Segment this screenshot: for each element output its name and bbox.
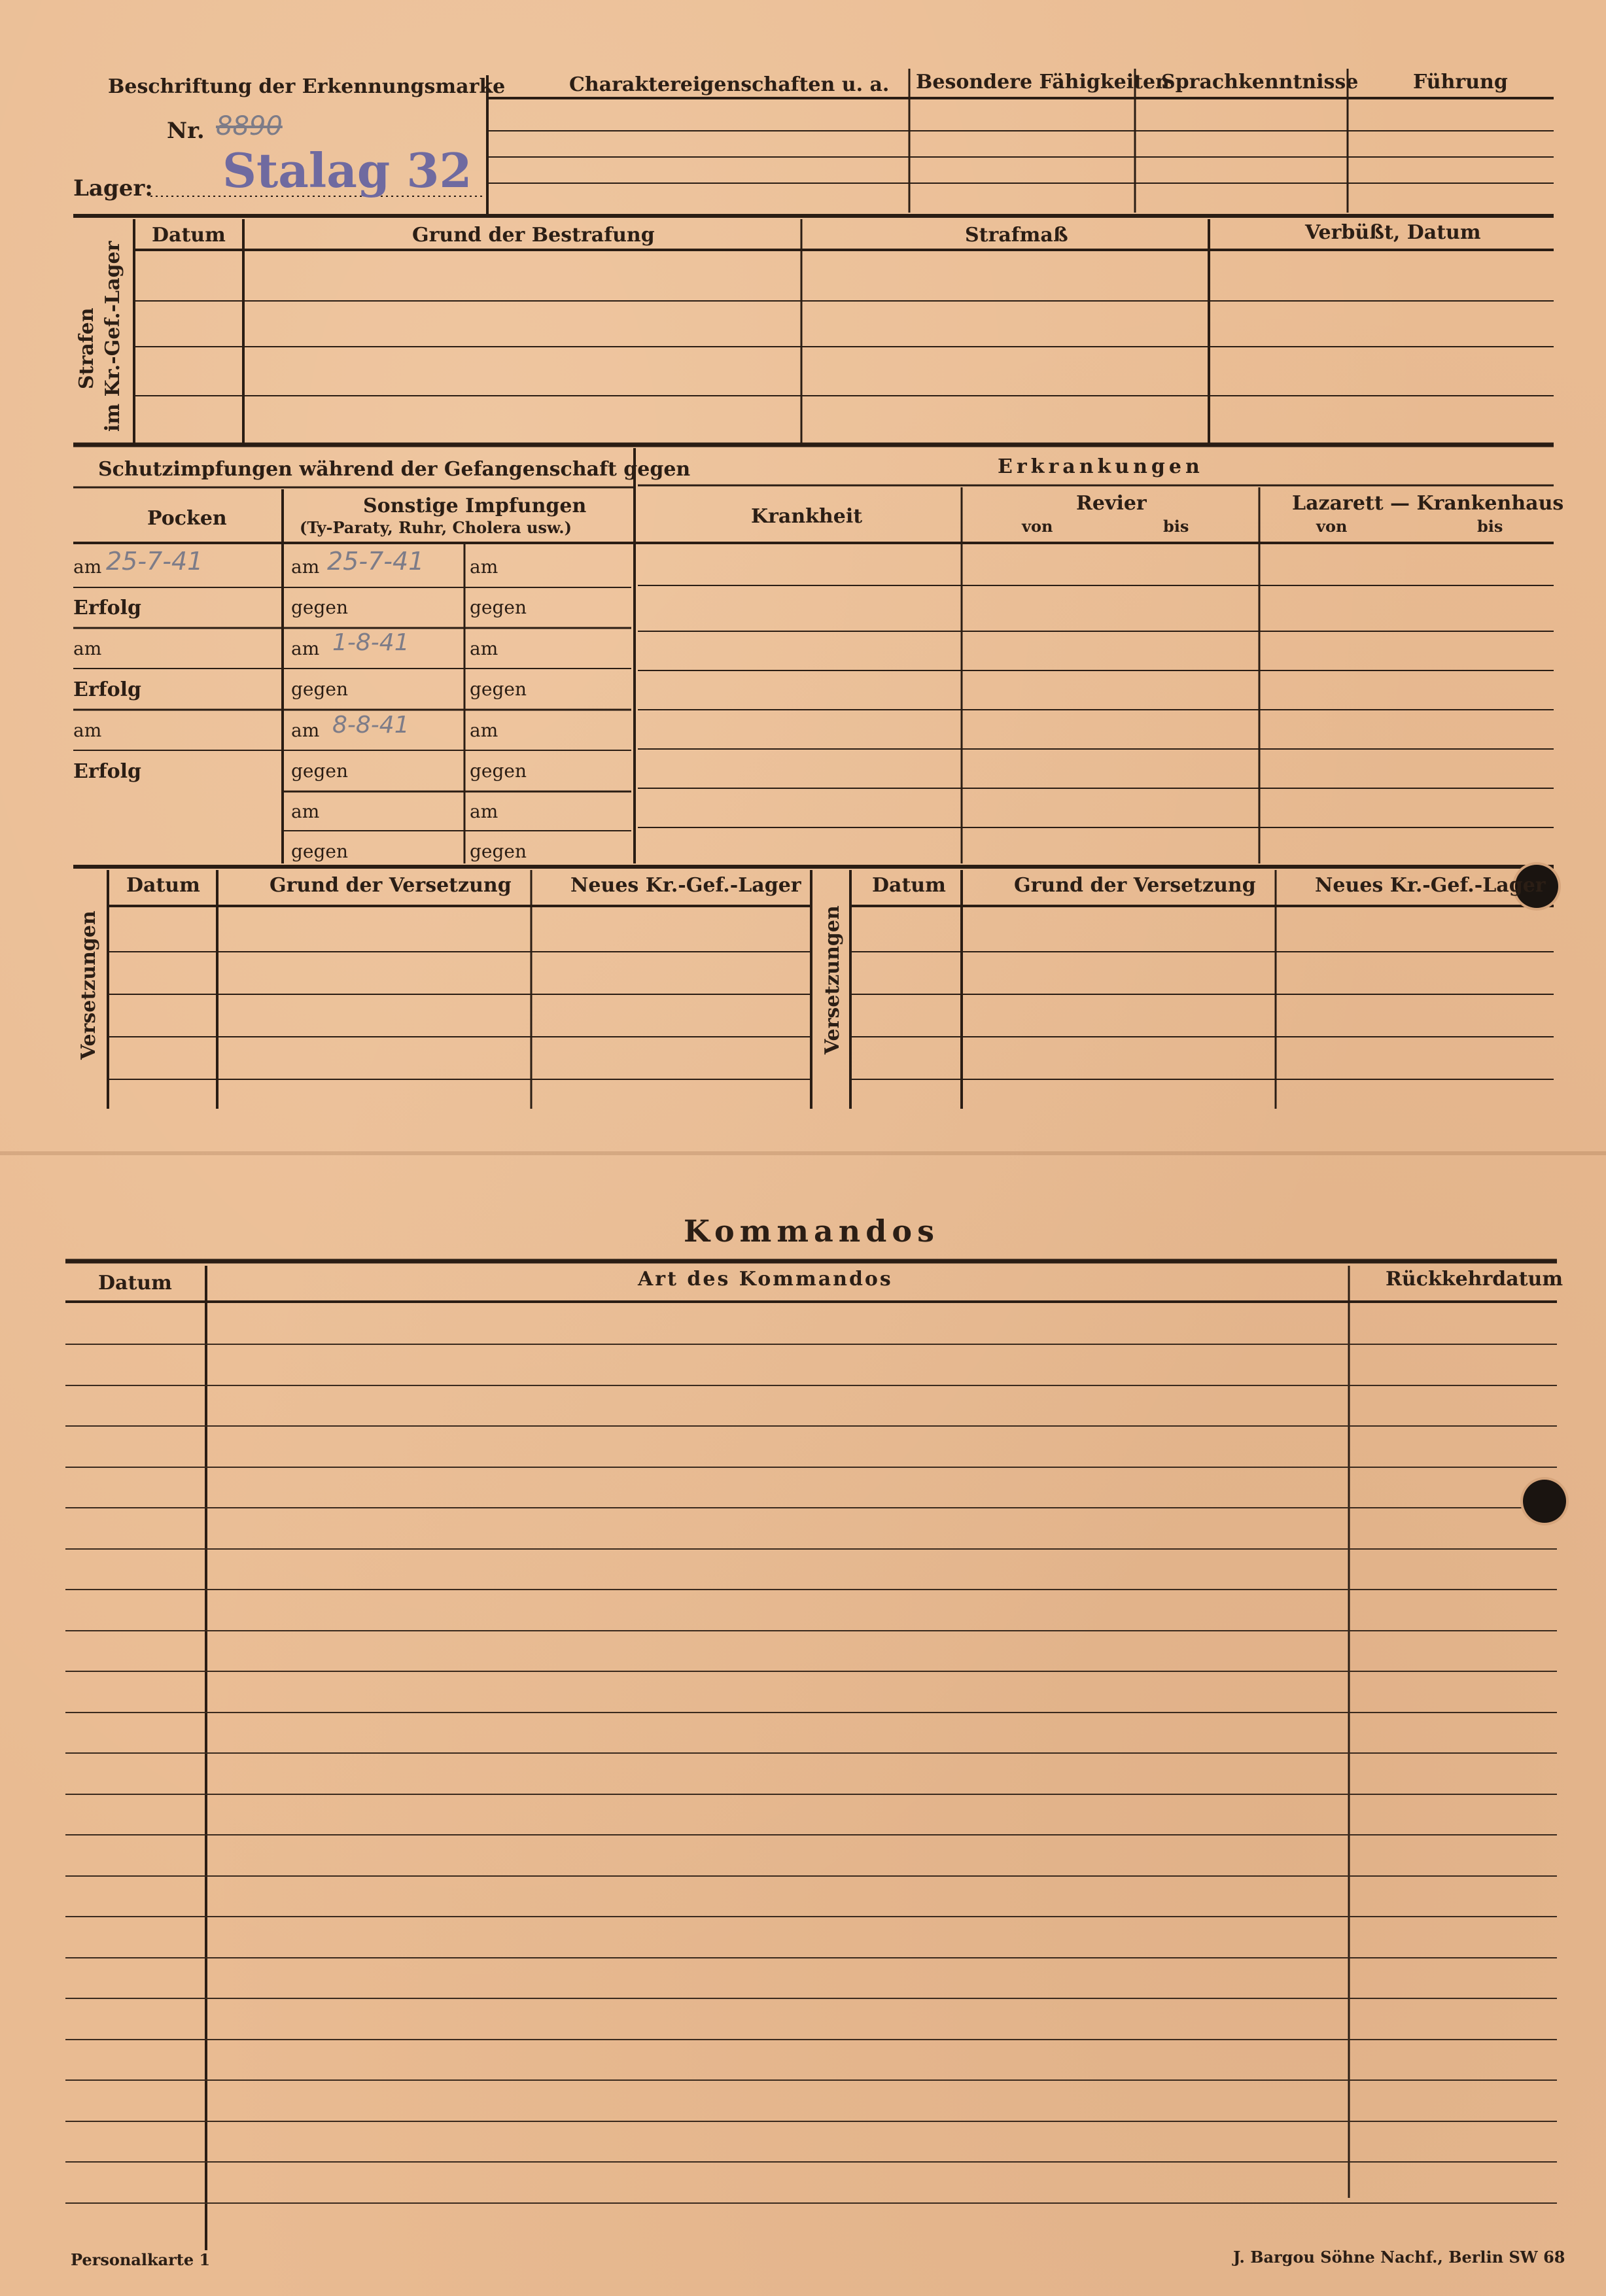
versetzungen-left-header-lager: Neues Kr.-Gef.-Lager <box>570 874 801 897</box>
header-fuehrung: Führung <box>1413 71 1508 94</box>
pocken-am-3: am <box>73 720 102 741</box>
punch-hole-lower <box>1523 1480 1566 1523</box>
sonstige-am-3: am <box>291 720 320 741</box>
lazarett-bis: bis <box>1477 517 1503 536</box>
kommandos-header-datum: Datum <box>98 1272 172 1295</box>
versetzungen-right-header-lager: Neues Kr.-Gef.-Lager <box>1315 874 1546 897</box>
sonstige-am-2: am <box>291 638 320 659</box>
revier-bis: bis <box>1163 517 1189 536</box>
footer-form-number: Personalkarte 1 <box>71 2250 211 2269</box>
sonstige-date-3: 8-8-41 <box>332 712 410 739</box>
erkennungsmarke-heading: Beschriftung der Erkennungsmarke <box>108 75 506 98</box>
sonstige2-am-2: am <box>470 638 498 659</box>
sonstige2-am-4: am <box>470 801 498 822</box>
sonstige2-gegen-1: gegen <box>470 597 527 618</box>
versetzungen-side-label-left: Versetzungen <box>77 911 100 1060</box>
sonstige2-am-1: am <box>470 556 498 578</box>
pocken-erfolg-3: Erfolg <box>73 760 141 783</box>
erkrankungen-heading: Erkrankungen <box>998 455 1204 478</box>
pocken-erfolg-2: Erfolg <box>73 678 141 701</box>
lager-stamp: Stalag 32 <box>222 143 472 198</box>
sonstige2-gegen-3: gegen <box>470 760 527 782</box>
erkrankungen-header-revier: Revier <box>1076 492 1147 515</box>
lazarett-von: von <box>1316 517 1348 536</box>
impf-header-sonstige: Sonstige Impfungen <box>363 495 587 517</box>
sonstige2-gegen-4: gegen <box>470 841 527 862</box>
pocken-am-2: am <box>73 638 102 659</box>
strafen-side-label-2: im Kr.-Gef.-Lager <box>101 241 124 432</box>
kommandos-title: Kommandos <box>684 1213 939 1249</box>
versetzungen-left-header-datum: Datum <box>126 874 200 897</box>
nr-label: Nr. <box>167 118 205 144</box>
versetzungen-right-header-datum: Datum <box>872 874 946 897</box>
sonstige2-gegen-2: gegen <box>470 678 527 700</box>
sonstige-gegen-2: gegen <box>291 678 349 700</box>
pocken-erfolg-1: Erfolg <box>73 597 141 619</box>
revier-von: von <box>1022 517 1053 536</box>
fold-crease <box>0 1151 1606 1155</box>
footer-printer: J. Bargou Söhne Nachf., Berlin SW 68 <box>1233 2248 1565 2267</box>
header-sprachkenntnisse: Sprachkenntnisse <box>1161 71 1359 94</box>
erkrankungen-header-lazarett: Lazarett — Krankenhaus <box>1292 492 1564 515</box>
strafen-header-grund: Grund der Bestrafung <box>412 224 655 247</box>
sonstige-gegen-4: gegen <box>291 841 349 862</box>
strafen-header-verbuesst: Verbüßt, Datum <box>1305 221 1481 244</box>
kommandos-header-art: Art des Kommandos <box>638 1268 893 1291</box>
pocken-date-1: 25-7-41 <box>106 547 203 576</box>
sonstige-am-4: am <box>291 801 320 822</box>
lager-label: Lager: <box>73 175 153 201</box>
strafen-header-strafmass: Strafmaß <box>965 224 1068 247</box>
versetzungen-left-header-grund: Grund der Versetzung <box>270 874 512 897</box>
versetzungen-right-header-grund: Grund der Versetzung <box>1014 874 1256 897</box>
sonstige-gegen-3: gegen <box>291 760 349 782</box>
sonstige2-am-3: am <box>470 720 498 741</box>
sonstige-gegen-1: gegen <box>291 597 349 618</box>
sonstige-date-1: 25-7-41 <box>327 547 425 576</box>
header-besondere-faehigkeiten: Besondere Fähigkeiten <box>916 71 1170 94</box>
strafen-side-label: Strafen <box>75 307 98 389</box>
kommandos-header-rueckkehr: Rückkehrdatum <box>1386 1268 1563 1291</box>
erkrankungen-header-krankheit: Krankheit <box>751 505 863 528</box>
sonstige-am-1: am <box>291 556 320 578</box>
strafen-header-datum: Datum <box>152 224 226 247</box>
nr-value: 8890 <box>216 111 283 141</box>
impfungen-heading: Schutzimpfungen während der Gefangenschaft gegen <box>98 458 691 481</box>
impf-header-sonstige-sub: (Ty-Paraty, Ruhr, Cholera usw.) <box>300 518 572 537</box>
pocken-am-1: am <box>73 556 102 578</box>
impf-header-pocken: Pocken <box>147 507 227 530</box>
versetzungen-side-label-right: Versetzungen <box>821 905 844 1054</box>
header-charaktereigenschaften: Charaktereigenschaften u. a. <box>569 73 890 96</box>
sonstige-date-2: 1-8-41 <box>332 629 410 656</box>
